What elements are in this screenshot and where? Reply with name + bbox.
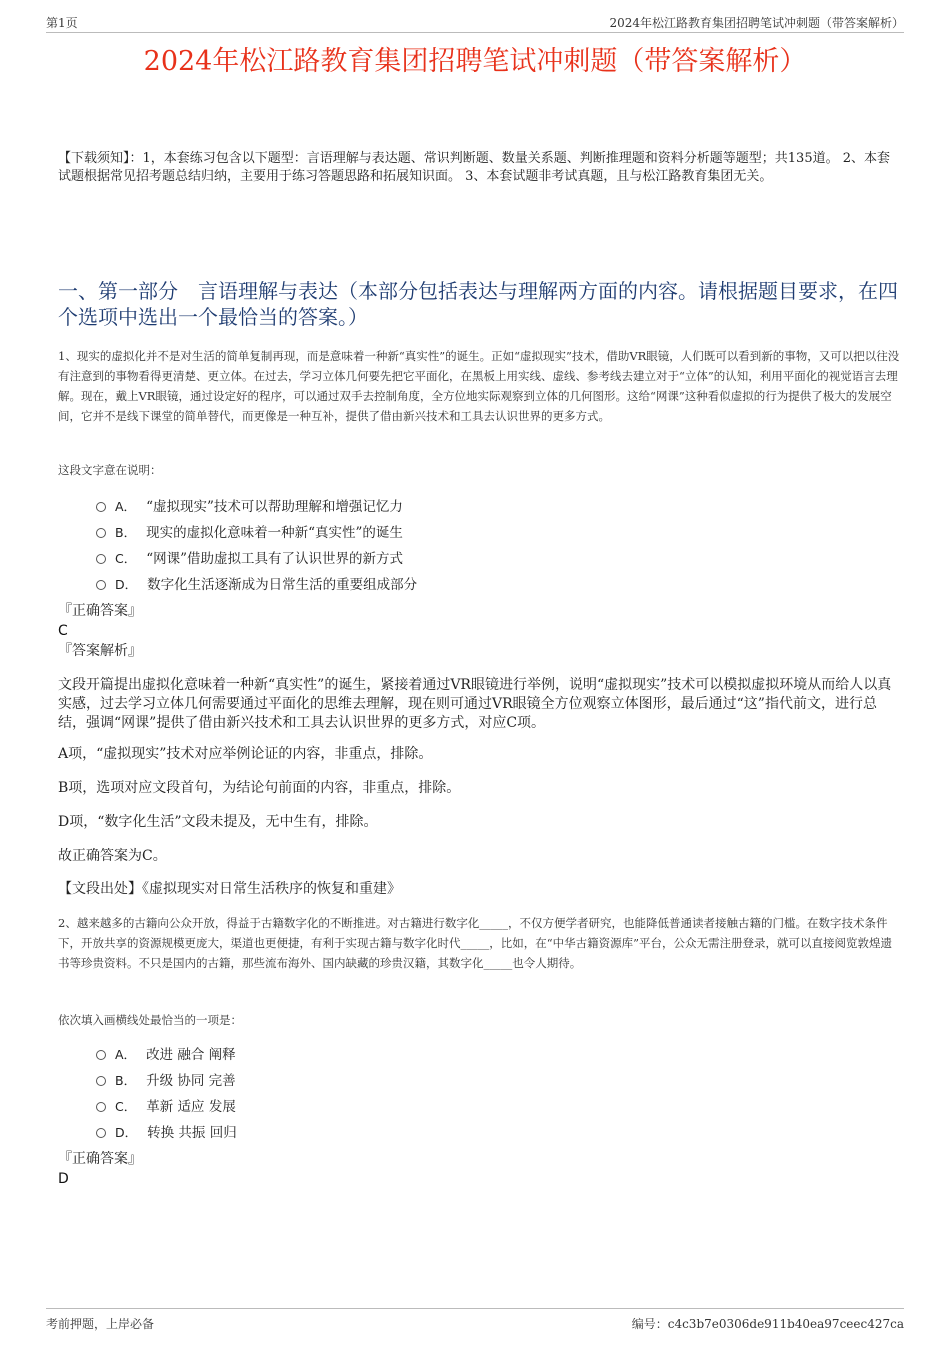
document-title: 2024年松江路教育集团招聘笔试冲刺题（带答案解析） — [143, 46, 807, 77]
question-2-option-d[interactable]: D． 转换 共振 回归 — [96, 1120, 896, 1146]
page-number: 第1页 — [46, 16, 78, 30]
question-1-analysis-b: B项，选项对应文段首句，为结论句前面的内容，非重点，排除。 — [58, 780, 461, 796]
question-2-prompt: 依次填入画横线处最恰当的一项是： — [58, 1013, 242, 1027]
radio-icon[interactable] — [96, 1076, 106, 1086]
section-heading: 一、第一部分 言语理解与表达（本部分包括表达与理解两方面的内容。请根据题目要求，在四个选项中选出一个最恰当的答案。） — [58, 279, 898, 329]
correct-answer-label: 『正确答案』 — [58, 603, 142, 619]
download-notice: 【下载须知】：1，本套练习包含以下题型：言语理解与表达题、常识判断题、数量关系题、判断推理题和资料分析题等题型；共135道。 2、本套试题根据常见招考题总结归纳，主要用于练习答题思路和拓展知识面。 3、本套试题非考试真题，且与松江路教育集团无关。 — [58, 151, 890, 184]
question-1-analysis-d: D项，“数字化生活”文段未提及，无中生有，排除。 — [58, 814, 378, 830]
radio-icon[interactable] — [96, 1102, 106, 1112]
question-1-options — [96, 494, 896, 598]
question-1-answer: C — [58, 623, 68, 639]
question-1-analysis-conclusion: 故正确答案为C。 — [58, 848, 167, 864]
question-1-option-b[interactable]: B． 现实的虚拟化意味着一种新“真实性”的诞生 — [96, 520, 896, 546]
question-2-answer: D — [58, 1171, 69, 1187]
radio-icon[interactable] — [96, 502, 106, 512]
question-1-analysis-a: A项，“虚拟现实”技术对应举例论证的内容，非重点，排除。 — [58, 746, 433, 762]
question-1-prompt: 这段文字意在说明： — [58, 463, 162, 477]
question-1-option-c[interactable]: C． “网课”借助虚拟工具有了认识世界的新方式 — [96, 546, 896, 572]
radio-icon[interactable] — [96, 1050, 106, 1060]
running-footer — [46, 1308, 904, 1335]
radio-icon[interactable] — [96, 554, 106, 564]
footer-doc-id: 编号：c4c3b7e0306de911b40ea97ceec427ca — [631, 1317, 904, 1331]
radio-icon[interactable] — [96, 1128, 106, 1138]
question-1-option-d[interactable]: D． 数字化生活逐渐成为日常生活的重要组成部分 — [96, 572, 896, 598]
answer-analysis-label: 『答案解析』 — [58, 643, 142, 659]
question-1-source: 【文段出处】《虚拟现实对日常生活秩序的恢复和重建》 — [58, 881, 401, 897]
footer-slogan: 考前押题，上岸必备 — [46, 1317, 155, 1331]
question-2-options — [96, 1042, 896, 1146]
question-2-text: 2、越来越多的古籍向公众开放，得益于古籍数字化的不断推进。对古籍进行数字化_____，不仅方便学者研究，也能降低普通读者接触古籍的门槛。在数字技术条件下，开放共享的资源规模更庞大，渠道也更便捷，有利于实现古籍与数字化时代_____，比如，在“中华古籍资源库”平台，公众无需注册登录，就可以直接阅览敦煌遗书等珍贵资料。不只是国内的古籍，那些流布海外、国内缺藏的珍贵汉籍，其数字化_____也令人期待。 — [58, 916, 892, 970]
header-doc-title: 2024年松江路教育集团招聘笔试冲刺题（带答案解析） — [609, 16, 904, 30]
radio-icon[interactable] — [96, 528, 106, 538]
running-header — [46, 14, 904, 33]
question-1-option-a[interactable]: A． “虚拟现实”技术可以帮助理解和增强记忆力 — [96, 494, 896, 520]
question-1-text: 1、现实的虚拟化并不是对生活的简单复制再现，而是意味着一种新“真实性”的诞生。正如“虚拟现实”技术，借助VR眼镜，人们既可以看到新的事物，又可以把以往没有注意到的事物看得更清楚、更立体。在过去，学习立体几何要先把它平面化，在黑板上用实线、虚线、参考线去建立对于“立体”的认知，利用平面化的视觉语言去理解。现在，戴上VR眼镜，通过设定好的程序，可以通过双手去控制角度，全方位地实际观察到立体的几何图形。这给“网课”这种看似虚拟的行为提供了极大的发展空间，它并不是线下课堂的简单替代，而更像是一种互补，提供了借由新兴技术和工具去认识世界的更多方式。 — [58, 349, 900, 423]
question-2-option-c[interactable]: C． 革新 适应 发展 — [96, 1094, 896, 1120]
question-2-option-b[interactable]: B． 升级 协同 完善 — [96, 1068, 896, 1094]
question-2-option-a[interactable]: A． 改进 融合 阐释 — [96, 1042, 896, 1068]
question-1-analysis-paragraph: 文段开篇提出虚拟化意味着一种新“真实性”的诞生，紧接着通过VR眼镜进行举例，说明“虚拟现实”技术可以模拟虚拟环境从而给人以真实感，过去学习立体几何需要通过平面化的思维去理解，现在则可通过VR眼镜全方位观察立体图形，最后通过“这”指代前文，进行总结，强调“网课”提供了借由新兴技术和工具去认识世界的更多方式，对应C项。 — [58, 677, 892, 731]
radio-icon[interactable] — [96, 580, 106, 590]
correct-answer-label-2: 『正确答案』 — [58, 1151, 142, 1167]
